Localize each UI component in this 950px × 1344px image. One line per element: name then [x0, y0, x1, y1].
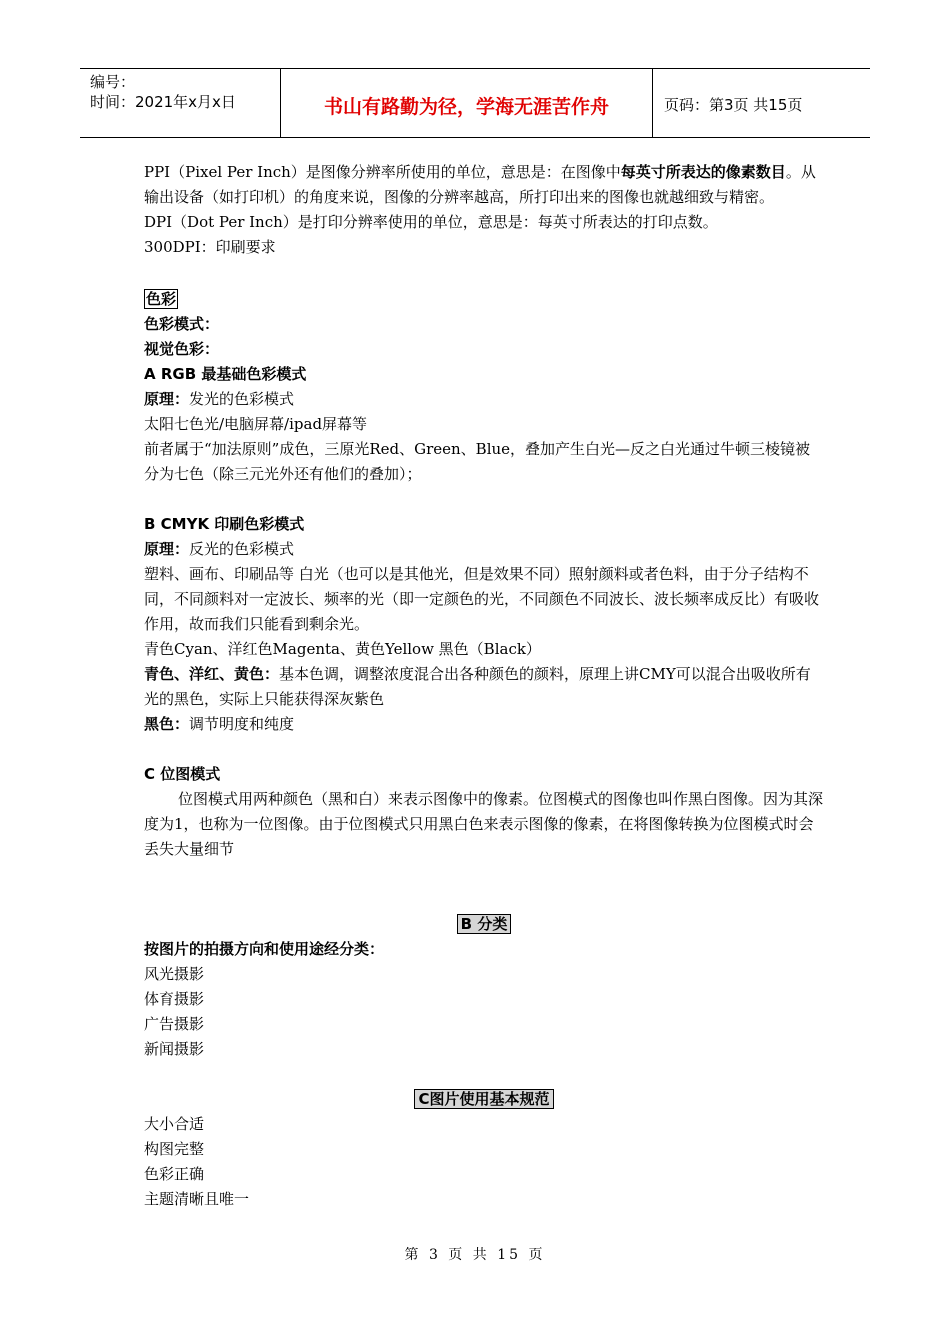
- list-item: 大小合适: [144, 1115, 205, 1133]
- list-item: 主题清晰且唯一: [144, 1190, 250, 1208]
- rgb-examples: 太阳七色光/电脑屏幕/ipad屏幕等: [144, 415, 368, 433]
- section-b-title: B 分类: [457, 914, 512, 934]
- list-item: 新闻摄影: [144, 1040, 205, 1058]
- dpi-requirement: 300DPI：印刷要求: [144, 238, 276, 256]
- list-item: 色彩正确: [144, 1165, 205, 1183]
- header-motto: 书山有路勤为径，学海无涯苦作舟: [281, 69, 653, 137]
- color-title: 色彩: [146, 290, 177, 308]
- bitmap-description: 位图模式用两种颜色（黑和白）来表示图像中的像素。位图模式的图像也叫作黑白图像。因为其深度为1，也称为一位图像。由于位图模式只用黑白色来表示图像的像素，在将图像转换为位图模式时会丢失大量细节: [144, 790, 824, 858]
- document-body: [144, 160, 824, 1212]
- header-meta: [80, 69, 281, 137]
- section-c-title: C图片使用基本规范: [414, 1089, 553, 1109]
- list-item: 风光摄影: [144, 965, 205, 983]
- header-page-info: 页码：第3页 共15页: [664, 95, 803, 114]
- rgb-title: A RGB 最基础色彩模式: [144, 365, 307, 383]
- cmyk-principle: 原理：反光的色彩模式: [144, 540, 295, 558]
- time-label: 时间：2021年x月x日: [90, 93, 236, 111]
- page-footer: 第 3 页 共 15 页: [404, 1247, 546, 1263]
- cmyk-description: 塑料、画布、印刷品等 白光（也可以是其他光，但是效果不同）照射颜料或者色料，由于分子结构不同，不同颜料对一定波长、频率的光（即一定颜色的光，不同颜色不同波长、波长频率成反比）有吸收作用，故而我们只能看到剩余光。: [144, 565, 820, 633]
- black-paragraph: 黑色：调节明度和纯度: [144, 715, 295, 733]
- visual-color-heading: 视觉色彩：: [144, 340, 220, 358]
- rgb-description: 前者属于“加法原则”成色，三原光Red、Green、Blue，叠加产生白光—反之白光通过牛顿三棱镜被分为七色（除三元光外还有他们的叠加）；: [144, 440, 811, 483]
- color-mode-heading: 色彩模式：: [144, 315, 220, 333]
- rgb-principle: 原理：发光的色彩模式: [144, 390, 295, 408]
- list-item: 构图完整: [144, 1140, 205, 1158]
- cmyk-title: B CMYK 印刷色彩模式: [144, 515, 305, 533]
- number-label: 编号：: [90, 73, 136, 91]
- classify-title: 按图片的拍摄方向和使用途经分类：: [144, 940, 385, 958]
- list-item: 广告摄影: [144, 1015, 205, 1033]
- cmyk-colors: 青色Cyan、洋红色Magenta、黄色Yellow 黑色（Black）: [144, 640, 541, 658]
- ppi-paragraph: PPI（Pixel Per Inch）是图像分辨率所使用的单位，意思是：在图像中每英寸所表达的像素数目。从输出设备（如打印机）的角度来说，图像的分辨率越高，所打印出来的图像也就越细致与精密。: [144, 163, 816, 206]
- page-header: [80, 68, 870, 138]
- ppi-bold: 每英寸所表达的像素数目: [620, 163, 786, 181]
- list-item: 体育摄影: [144, 990, 205, 1008]
- bitmap-title: C 位图模式: [144, 765, 221, 783]
- cmy-paragraph: 青色、洋红、黄色：基本色调，调整浓度混合出各种颜色的颜料，原理上讲CMY可以混合出吸收所有光的黑色，实际上只能获得深灰紫色: [144, 665, 811, 708]
- dpi-paragraph: DPI（Dot Per Inch）是打印分辨率使用的单位，意思是：每英寸所表达的打印点数。: [144, 213, 718, 231]
